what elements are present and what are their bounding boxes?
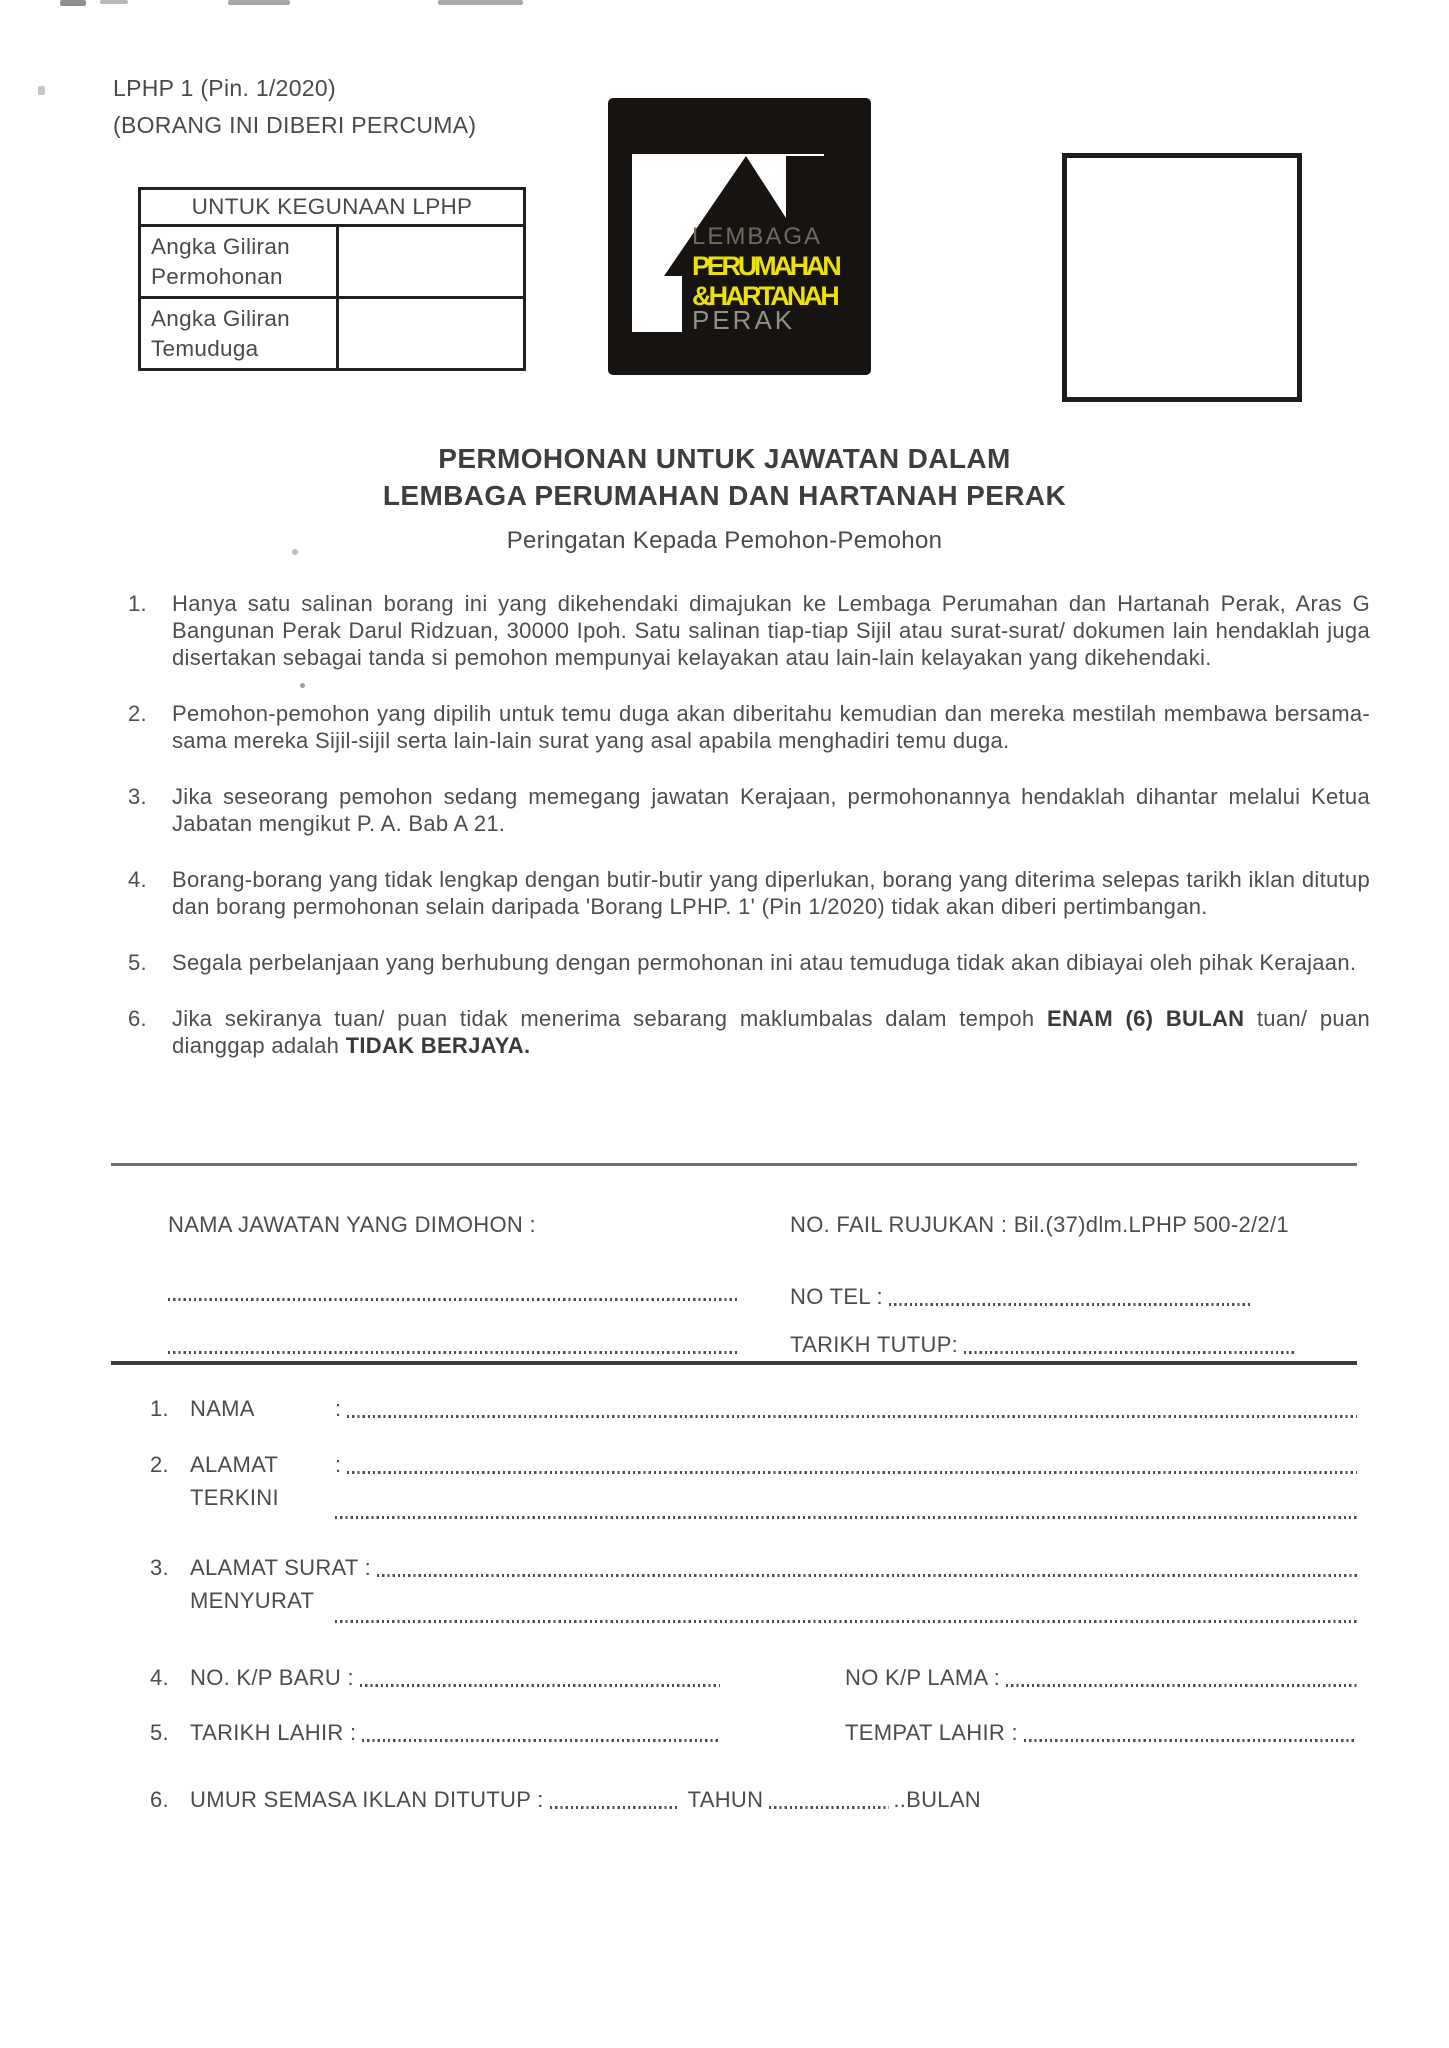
field-number: 6. [150, 1787, 169, 1812]
alamat-surat-fill-line-2 [335, 1620, 1357, 1623]
note-number: 2. [128, 701, 147, 726]
tempat-lahir-group [845, 1720, 1357, 1746]
table-row [141, 296, 523, 368]
interview-serial-label: Angka Giliran Temuduga [141, 299, 339, 368]
separator-line-2 [111, 1361, 1357, 1365]
umur-label: UMUR SEMASA IKLAN DITUTUP : [190, 1787, 544, 1812]
kp-baru-label: NO. K/P BARU : [190, 1665, 354, 1690]
kp-baru-group [190, 1665, 720, 1691]
office-use-table [138, 187, 526, 371]
position-name-line-2 [168, 1351, 738, 1354]
tarikh-lahir-group [190, 1720, 720, 1746]
form-free-note: (BORANG INI DIBERI PERCUMA) [113, 112, 477, 138]
reference-number-value: Bil.(37)dlm.LPHP 500-2/2/1 [1013, 1212, 1289, 1237]
note-text: Pemohon-pemohon yang dipilih untuk temu duga akan diberitahu kemudian dan mereka mestilah membawa bersama-sama mereka Sijil-sijil serta lain-lain surat yang asal apabila menghadiri temu duga. [172, 701, 1370, 753]
note-number: 6. [128, 1006, 147, 1031]
note-text: Jika seseorang pemohon sedang memegang jawatan Kerajaan, permohonannya hendaklah dihantar melalui Ketua Jabatan mengikut P. A. Bab A 21. [172, 784, 1370, 836]
field-number: 2. [150, 1452, 169, 1477]
tempat-lahir-fill-line [1024, 1739, 1357, 1742]
kp-baru-fill-line [360, 1684, 720, 1687]
scan-artifact [438, 0, 523, 5]
application-serial-cell [339, 227, 523, 296]
note-text: Borang-borang yang tidak lengkap dengan butir-butir yang diperlukan, borang yang diterima selepas tarikh iklan ditutup dan borang permohonan selain daripada 'Borang LPHP. 1' (Pin 1/2020) tidak akan diberi pertimbangan. [172, 867, 1370, 919]
note-item-1 [128, 590, 1370, 671]
logo-text-hartanah: &HARTANAH [692, 281, 840, 311]
note-item-6 [128, 1005, 1370, 1059]
note-item-5 [128, 949, 1370, 976]
closing-date-row [790, 1332, 1295, 1358]
field-row-lahir [150, 1720, 1357, 1746]
field-number: 1. [150, 1396, 169, 1421]
alamat-label: ALAMAT [190, 1452, 279, 1477]
field-number: 5. [150, 1720, 169, 1745]
note-text: Hanya satu salinan borang ini yang dikehendaki dimajukan ke Lembaga Perumahan dan Hartanah Perak, Aras G Bangunan Perak Darul Ridzuan, 30000 Ipoh. Satu salinan tiap-tiap Sijil atau surat-surat/ dokumen lain hendaklah juga disertakan sebagai tanda si pemohon mempunyai kelayakan atau lain-lain kelayakan yang dikehendaki. [172, 591, 1370, 670]
telephone-row [790, 1284, 1250, 1310]
kp-lama-fill-line [1006, 1684, 1357, 1687]
field-number: 3. [150, 1555, 169, 1580]
separator-line-1 [111, 1163, 1357, 1166]
photo-box [1062, 153, 1302, 402]
nama-label: NAMA [190, 1396, 255, 1421]
position-name-label: NAMA JAWATAN YANG DIMOHON : [168, 1212, 536, 1237]
field-row-kp [150, 1665, 1357, 1691]
note-item-3 [128, 783, 1370, 837]
scan-artifact [228, 0, 290, 5]
form-title [0, 440, 1449, 514]
form-code: LPHP 1 (Pin. 1/2020) [113, 75, 336, 101]
alamat-label-line-2: TERKINI [190, 1485, 279, 1510]
alamat-fill-line-2 [335, 1516, 1357, 1519]
telephone-fill-line [889, 1303, 1250, 1306]
logo-text-lembaga: LEMBAGA [692, 223, 823, 250]
closing-date-fill-line [964, 1351, 1295, 1354]
telephone-label: NO TEL : [790, 1284, 883, 1309]
note-item-4 [128, 866, 1370, 920]
application-serial-label: Angka Giliran Permohonan [141, 227, 339, 296]
note-text: Jika sekiranya tuan/ puan tidak menerima sebarang maklumbalas dalam tempoh ENAM (6) BULAN tuan/ puan dianggap adalah TIDAK BERJAYA. [172, 1006, 1370, 1058]
form-title-line-2: LEMBAGA PERUMAHAN DAN HARTANAH PERAK [382, 480, 1067, 511]
tarikh-lahir-fill-line [362, 1739, 720, 1742]
reference-number-label: NO. FAIL RUJUKAN : [790, 1212, 1014, 1237]
scan-artifact [38, 86, 45, 95]
scan-artifact [60, 0, 86, 6]
field-number: 4. [150, 1665, 169, 1690]
colon: : [335, 1452, 342, 1477]
tarikh-lahir-label: TARIKH LAHIR : [190, 1720, 357, 1745]
form-subtitle: Peringatan Kepada Pemohon-Pemohon [506, 527, 943, 554]
kp-lama-group [845, 1665, 1357, 1691]
lphp-logo [608, 98, 871, 375]
note-item-2 [128, 700, 1370, 754]
field-row-nama [150, 1396, 1357, 1422]
note-number: 3. [128, 784, 147, 809]
nama-fill-line [347, 1415, 1357, 1418]
field-row-alamat-surat [150, 1555, 1357, 1581]
applicant-notes-list [128, 590, 1370, 1088]
umur-bulan-fill-line [769, 1806, 889, 1809]
scan-artifact [100, 0, 128, 4]
note-number: 5. [128, 950, 147, 975]
office-table-header: UNTUK KEGUNAAN LPHP [141, 190, 523, 227]
umur-tahun-fill-line [550, 1806, 680, 1809]
closing-date-label: TARIKH TUTUP: [790, 1332, 959, 1357]
alamat-surat-label: ALAMAT SURAT : [190, 1555, 372, 1580]
form-title-line-1: PERMOHONAN UNTUK JAWATAN DALAM [438, 443, 1011, 474]
logo-text-perumahan: PERUMAHAN [692, 251, 842, 281]
alamat-surat-label-line-2: MENYURAT [190, 1588, 315, 1613]
note-number: 4. [128, 867, 147, 892]
tempat-lahir-label: TEMPAT LAHIR : [845, 1720, 1018, 1745]
kp-lama-label: NO K/P LAMA : [845, 1665, 1001, 1690]
bulan-label: ..BULAN [893, 1787, 981, 1812]
position-name-line-1 [168, 1298, 738, 1301]
form-code-block [113, 70, 476, 144]
note-text: Segala perbelanjaan yang berhubung dengan permohonan ini atau temuduga tidak akan dibiayai oleh pihak Kerajaan. [172, 950, 1357, 975]
interview-serial-cell [339, 299, 523, 368]
field-row-alamat-terkini [150, 1452, 1357, 1478]
logo-text-perak: PERAK [692, 305, 796, 335]
alamat-fill-line-1 [347, 1471, 1357, 1474]
tahun-label: TAHUN [687, 1787, 764, 1812]
note-number: 1. [128, 591, 147, 616]
colon: : [335, 1396, 342, 1421]
alamat-surat-fill-line-1 [377, 1574, 1357, 1577]
table-row [141, 227, 523, 296]
reference-number [790, 1212, 1289, 1238]
field-row-umur [150, 1787, 1357, 1813]
house-logo-icon [608, 98, 871, 375]
